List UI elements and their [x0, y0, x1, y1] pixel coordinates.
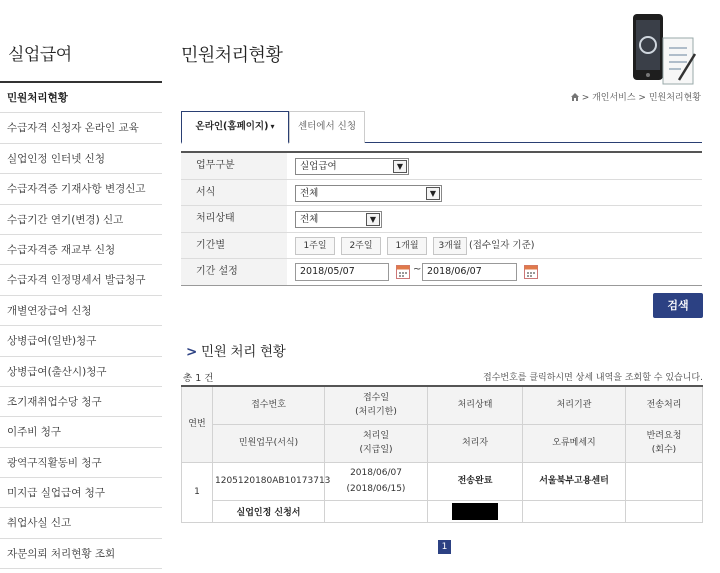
chevron-right-icon: > — [186, 344, 198, 360]
home-icon[interactable] — [571, 93, 579, 101]
main-content — [181, 0, 709, 573]
form-type-select[interactable] — [295, 185, 442, 202]
period-1week-button[interactable]: 1주일 — [295, 237, 335, 255]
table-row — [182, 500, 703, 522]
header-receipt-date: 접수일 (처리기한) — [325, 386, 428, 424]
sidebar-item[interactable]: 상병급여(출산시)청구 — [0, 357, 162, 387]
sidebar-item[interactable]: 자문의뢰 처리현황 조회 — [0, 539, 162, 569]
return-cell — [626, 500, 703, 522]
sidebar — [0, 0, 162, 573]
row-no: 1 — [182, 462, 213, 522]
header-status: 처리상태 — [428, 386, 523, 424]
status-select[interactable] — [295, 211, 382, 228]
header-receipt-no: 접수번호 — [213, 386, 325, 424]
period-3month-button[interactable]: 3개월 — [433, 237, 467, 255]
sidebar-item[interactable]: 광역구직활동비 청구 — [0, 448, 162, 478]
status-value: 전체 — [300, 214, 319, 225]
form-row-form-type — [181, 180, 702, 207]
period-note: (접수일자 기준) — [469, 239, 535, 251]
header-agency: 처리기관 — [523, 386, 626, 424]
redacted-block — [452, 503, 498, 520]
sidebar-item[interactable]: 실업인정 인터넷 신청 — [0, 144, 162, 174]
sidebar-item[interactable]: 수급자격 신청자 온라인 교육 — [0, 113, 162, 143]
status-label: 처리상태 — [181, 206, 287, 232]
sidebar-item[interactable]: 수급자격증 기재사항 변경신고 — [0, 174, 162, 204]
chevron-down-icon: ▼ — [393, 160, 407, 173]
chevron-down-icon: ▼ — [366, 213, 380, 226]
section-title-text: 민원 처리 현황 — [201, 344, 286, 360]
form-type-value: 전체 — [300, 187, 319, 199]
tab-online[interactable] — [181, 111, 289, 144]
breadcrumb-path: > 개인서비스 > 민원처리현황 — [581, 93, 701, 103]
sidebar-item[interactable]: 미지급 실업급여 청구 — [0, 478, 162, 508]
pagination-page-1[interactable]: 1 — [438, 540, 451, 554]
sidebar-item[interactable]: 조기재취업수당 청구 — [0, 387, 162, 417]
form-row-status — [181, 206, 702, 233]
sidebar-item[interactable]: 수급기간 연기(변경) 신고 — [0, 205, 162, 235]
header-transfer: 전송처리 — [626, 386, 703, 424]
phone-document-illustration — [629, 12, 699, 88]
sidebar-item[interactable]: 민원처리현황 — [0, 83, 162, 113]
chevron-down-icon: ▼ — [426, 187, 440, 200]
receipt-date: 2018/06/07 (2018/06/15) — [325, 462, 428, 500]
business-type-value: 실업급여 — [300, 161, 337, 172]
date-to-input[interactable]: 2018/06/07 — [422, 263, 517, 281]
tab-online-label: 온라인(홈페이지) — [195, 121, 269, 132]
calendar-icon[interactable] — [396, 264, 410, 279]
header-process-date: 처리일 (지급일) — [325, 424, 428, 462]
tab-center-label: 센터에서 신청 — [297, 121, 357, 132]
civil-work-cell: 실업인정 신청서 — [213, 500, 325, 522]
caret-down-icon: ▾ — [270, 122, 275, 131]
date-from-input[interactable]: 2018/05/07 — [295, 263, 389, 281]
header-civil-work: 민원업무(서식) — [213, 424, 325, 462]
status-cell: 전송완료 — [428, 462, 523, 500]
period-1month-button[interactable]: 1개월 — [387, 237, 427, 255]
form-type-label: 서식 — [181, 180, 287, 206]
calendar-icon[interactable] — [524, 264, 538, 279]
results-table — [181, 385, 703, 523]
sidebar-title: 실업급여 — [8, 45, 72, 65]
section-title — [186, 340, 285, 360]
sidebar-item[interactable]: 상병급여(일반)청구 — [0, 326, 162, 356]
sidebar-item[interactable]: 수급자격증 재교부 신청 — [0, 235, 162, 265]
sidebar-item[interactable]: 취업사실 신고 — [0, 508, 162, 538]
header-no: 연번 — [182, 386, 213, 462]
receipt-number-link[interactable]: 1205120180AB10173713 — [213, 462, 325, 500]
tab-center[interactable] — [289, 111, 365, 143]
search-form — [181, 151, 702, 286]
form-row-date-range — [181, 259, 702, 286]
application-tabs — [181, 111, 702, 143]
sidebar-item[interactable]: 개별연장급여 신청 — [0, 296, 162, 326]
result-hint: 접수번호를 클릭하시면 상세 내역을 조회할 수 있습니다. — [483, 373, 703, 383]
sidebar-item[interactable]: 이주비 청구 — [0, 417, 162, 447]
header-handler: 처리자 — [428, 424, 523, 462]
business-type-select[interactable] — [295, 158, 409, 175]
date-range-separator: ~ — [413, 264, 422, 275]
sidebar-menu — [0, 83, 162, 569]
header-return: 반려요청 (회수) — [626, 424, 703, 462]
agency-cell: 서울북부고용센터 — [523, 462, 626, 500]
breadcrumb — [571, 90, 701, 103]
handler-cell — [428, 500, 523, 522]
page-title: 민원처리현황 — [181, 45, 283, 66]
form-row-period — [181, 233, 702, 260]
form-row-business-type — [181, 153, 702, 180]
result-count: 총 1 건 — [183, 373, 214, 384]
error-msg-cell — [523, 500, 626, 522]
sidebar-item[interactable]: 수급자격 인정명세서 발급청구 — [0, 265, 162, 295]
date-range-label: 기간 설정 — [181, 259, 287, 285]
period-2week-button[interactable]: 2주일 — [341, 237, 381, 255]
header-error-msg: 오류메세지 — [523, 424, 626, 462]
process-date-cell — [325, 500, 428, 522]
transfer-cell — [626, 462, 703, 500]
period-label: 기간별 — [181, 233, 287, 259]
business-type-label: 업무구분 — [181, 153, 287, 179]
search-button[interactable]: 검색 — [653, 293, 703, 318]
table-row — [182, 462, 703, 500]
